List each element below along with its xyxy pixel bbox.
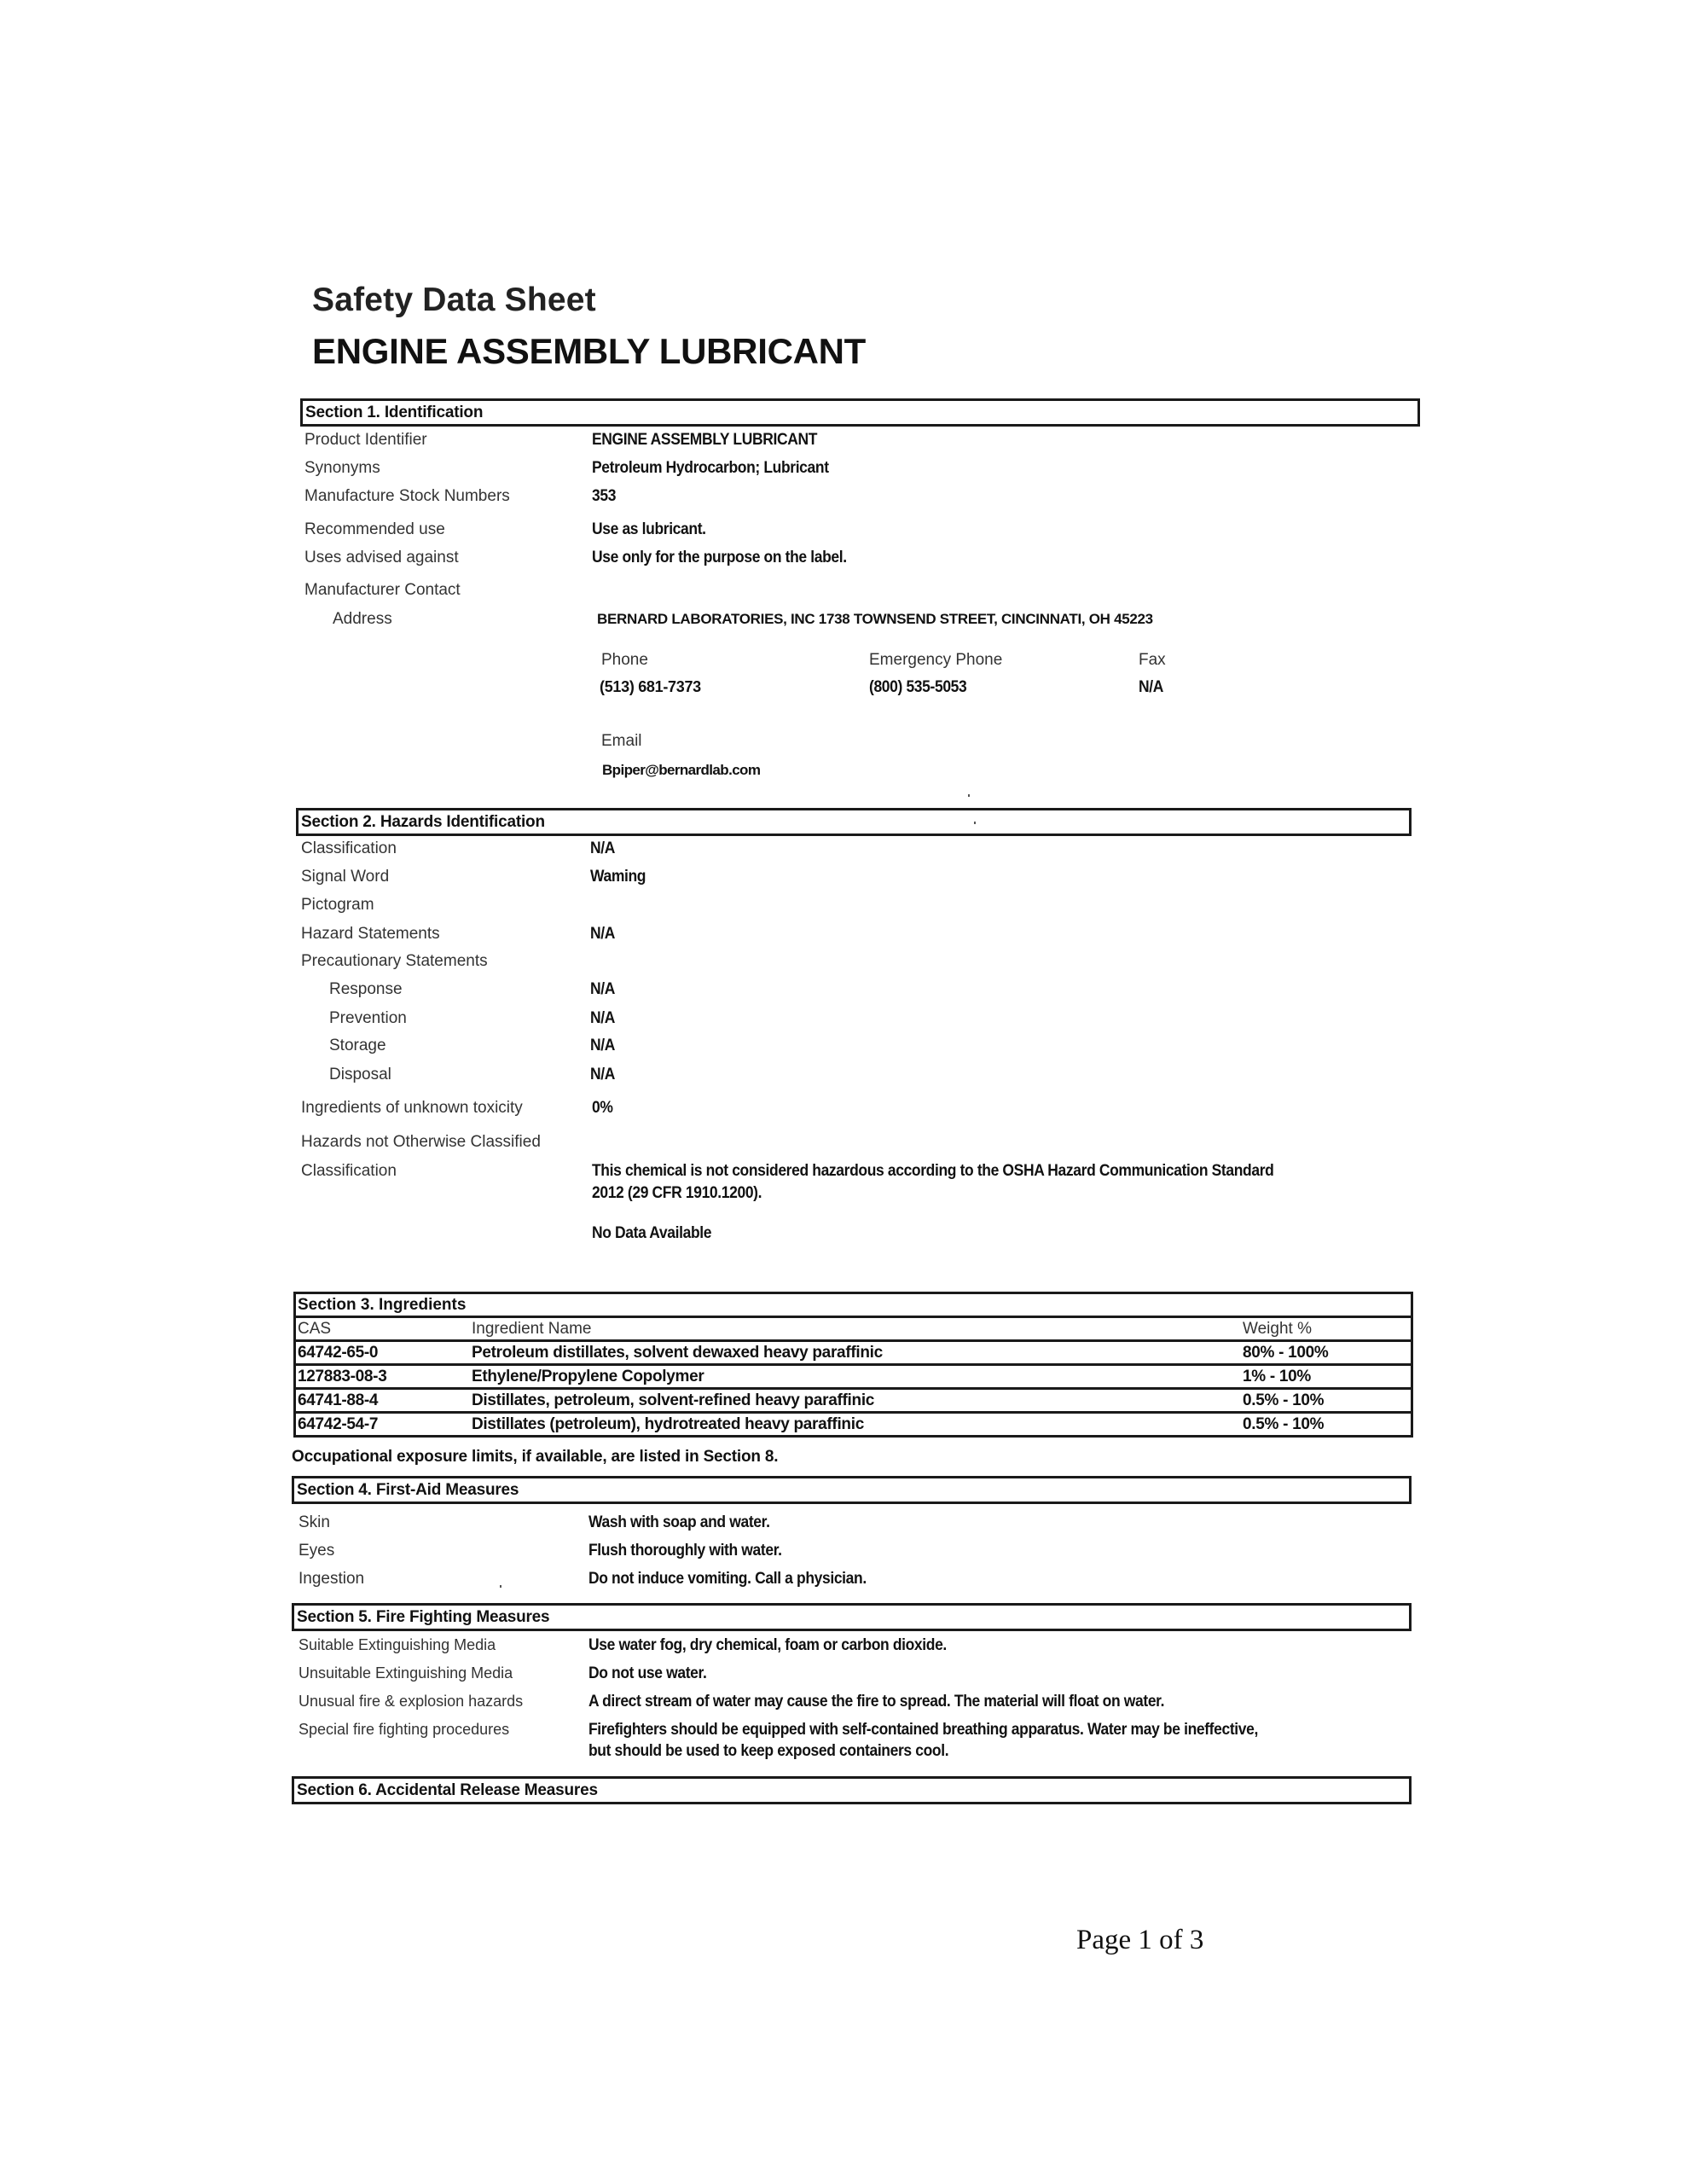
value-fax: N/A	[1139, 678, 1164, 696]
scan-speck	[500, 1585, 501, 1588]
scan-speck	[968, 794, 970, 797]
label-hazards-not-otherwise-classified: Hazards not Otherwise Classified	[301, 1133, 541, 1151]
value-address: BERNARD LABORATORIES, INC 1738 TOWNSEND STREET, CINCINNATI, OH 45223	[597, 611, 1153, 627]
page-number: Page 1 of 3	[1076, 1925, 1204, 1955]
value-suitable-media: Use water fog, dry chemical, foam or carbon dioxide.	[588, 1636, 947, 1654]
section-6-header	[292, 1776, 1412, 1804]
document-type-title: Safety Data Sheet	[312, 282, 596, 318]
label-synonyms: Synonyms	[304, 459, 380, 477]
label-recommended-use: Recommended use	[304, 520, 445, 538]
scan-speck	[974, 822, 976, 824]
label-email: Email	[601, 732, 642, 750]
value-response: N/A	[590, 980, 616, 998]
column-header-ingredient-name: Ingredient Name	[470, 1317, 1241, 1341]
label-precautionary-statements: Precautionary Statements	[301, 952, 488, 970]
value-uses-advised-against: Use only for the purpose on the label.	[592, 549, 847, 566]
label-uses-advised-against: Uses advised against	[304, 549, 459, 566]
table-row	[295, 1389, 1412, 1413]
section-5-title: Section 5. Fire Fighting Measures	[297, 1608, 550, 1626]
label-eyes: Eyes	[299, 1542, 335, 1560]
cell-cas: 127883-08-3	[295, 1365, 471, 1389]
value-unknown-toxicity: 0%	[592, 1099, 613, 1117]
section-1-title: Section 1. Identification	[305, 404, 484, 421]
table-row	[295, 1365, 1412, 1389]
cell-weight: 80% - 100%	[1241, 1341, 1412, 1365]
value-classification: N/A	[590, 839, 616, 857]
occupational-exposure-note: Occupational exposure limits, if available, are listed in Section 8.	[292, 1448, 779, 1466]
value-special-procedures-line1: Firefighters should be equipped with self-contained breathing apparatus. Water may be ineffective,	[588, 1721, 1258, 1739]
column-header-weight: Weight %	[1241, 1317, 1412, 1341]
cell-weight: 1% - 10%	[1241, 1365, 1412, 1389]
cell-cas: 64742-65-0	[295, 1341, 471, 1365]
ingredients-table	[293, 1292, 1413, 1438]
column-header-cas: CAS	[295, 1317, 471, 1341]
value-eyes: Flush thoroughly with water.	[588, 1542, 782, 1560]
value-disposal: N/A	[590, 1066, 616, 1083]
section-3-header	[295, 1293, 1412, 1317]
label-disposal: Disposal	[329, 1066, 391, 1083]
value-product-identifier: ENGINE ASSEMBLY LUBRICANT	[592, 431, 818, 449]
label-response: Response	[329, 980, 403, 998]
label-stock-numbers: Manufacture Stock Numbers	[304, 487, 510, 505]
label-unusual-hazards: Unusual fire & explosion hazards	[299, 1693, 524, 1710]
value-prevention: N/A	[590, 1009, 616, 1027]
label-ingestion: Ingestion	[299, 1570, 365, 1588]
label-address: Address	[333, 610, 392, 628]
product-title: ENGINE ASSEMBLY LUBRICANT	[312, 331, 867, 371]
section-2-header	[296, 808, 1412, 836]
label-unknown-toxicity: Ingredients of unknown toxicity	[301, 1099, 523, 1117]
cell-weight: 0.5% - 10%	[1241, 1413, 1412, 1437]
value-hnoc-classification-line1: This chemical is not considered hazardous according to the OSHA Hazard Communication Standard	[592, 1162, 1274, 1180]
table-row	[295, 1413, 1412, 1437]
label-classification: Classification	[301, 839, 397, 857]
cell-ingredient-name: Ethylene/Propylene Copolymer	[470, 1365, 1241, 1389]
value-recommended-use: Use as lubricant.	[592, 520, 706, 538]
value-storage: N/A	[590, 1037, 616, 1054]
label-suitable-media: Suitable Extinguishing Media	[299, 1636, 496, 1653]
label-storage: Storage	[329, 1037, 386, 1054]
section-4-header	[292, 1476, 1412, 1504]
cell-ingredient-name: Distillates (petroleum), hydrotreated heavy paraffinic	[470, 1413, 1241, 1437]
section-5-header	[292, 1603, 1412, 1631]
value-skin: Wash with soap and water.	[588, 1513, 770, 1531]
value-email: Bpiper@bernardlab.com	[602, 762, 761, 778]
label-special-procedures: Special fire fighting procedures	[299, 1721, 510, 1738]
value-ingestion: Do not induce vomiting. Call a physician.	[588, 1570, 867, 1588]
label-hnoc-classification: Classification	[301, 1162, 397, 1180]
cell-cas: 64741-88-4	[295, 1389, 471, 1413]
section-3-title: Section 3. Ingredients	[295, 1293, 1412, 1317]
label-hazard-statements: Hazard Statements	[301, 925, 440, 943]
label-signal-word: Signal Word	[301, 868, 390, 886]
label-fax: Fax	[1139, 651, 1166, 669]
cell-ingredient-name: Distillates, petroleum, solvent-refined heavy paraffinic	[470, 1389, 1241, 1413]
value-special-procedures-line2: but should be used to keep exposed containers cool.	[588, 1742, 949, 1760]
section-1-header	[300, 398, 1420, 427]
label-manufacturer-contact: Manufacturer Contact	[304, 581, 461, 599]
label-product-identifier: Product Identifier	[304, 431, 427, 449]
value-stock-numbers: 353	[592, 487, 617, 505]
value-unusual-hazards: A direct stream of water may cause the fire to spread. The material will float on water.	[588, 1693, 1165, 1711]
label-unsuitable-media: Unsuitable Extinguishing Media	[299, 1664, 513, 1682]
ingredients-column-headers	[295, 1317, 1412, 1341]
section-4-title: Section 4. First-Aid Measures	[297, 1481, 519, 1499]
section-6-title: Section 6. Accidental Release Measures	[297, 1781, 598, 1799]
cell-weight: 0.5% - 10%	[1241, 1389, 1412, 1413]
value-hazard-statements: N/A	[590, 925, 616, 943]
label-phone: Phone	[601, 651, 648, 669]
label-emergency-phone: Emergency Phone	[869, 651, 1003, 669]
cell-cas: 64742-54-7	[295, 1413, 471, 1437]
label-prevention: Prevention	[329, 1009, 407, 1027]
section-2-title: Section 2. Hazards Identification	[301, 813, 545, 831]
label-skin: Skin	[299, 1513, 330, 1531]
label-pictogram: Pictogram	[301, 896, 374, 914]
value-emergency-phone: (800) 535-5053	[869, 678, 967, 696]
value-synonyms: Petroleum Hydrocarbon; Lubricant	[592, 459, 829, 477]
value-unsuitable-media: Do not use water.	[588, 1664, 707, 1682]
value-phone: (513) 681-7373	[600, 678, 701, 695]
value-signal-word: Waming	[590, 868, 646, 886]
value-hnoc-classification-line2: 2012 (29 CFR 1910.1200).	[592, 1184, 762, 1202]
value-no-data-available: No Data Available	[592, 1224, 712, 1242]
cell-ingredient-name: Petroleum distillates, solvent dewaxed heavy paraffinic	[470, 1341, 1241, 1365]
table-row	[295, 1341, 1412, 1365]
